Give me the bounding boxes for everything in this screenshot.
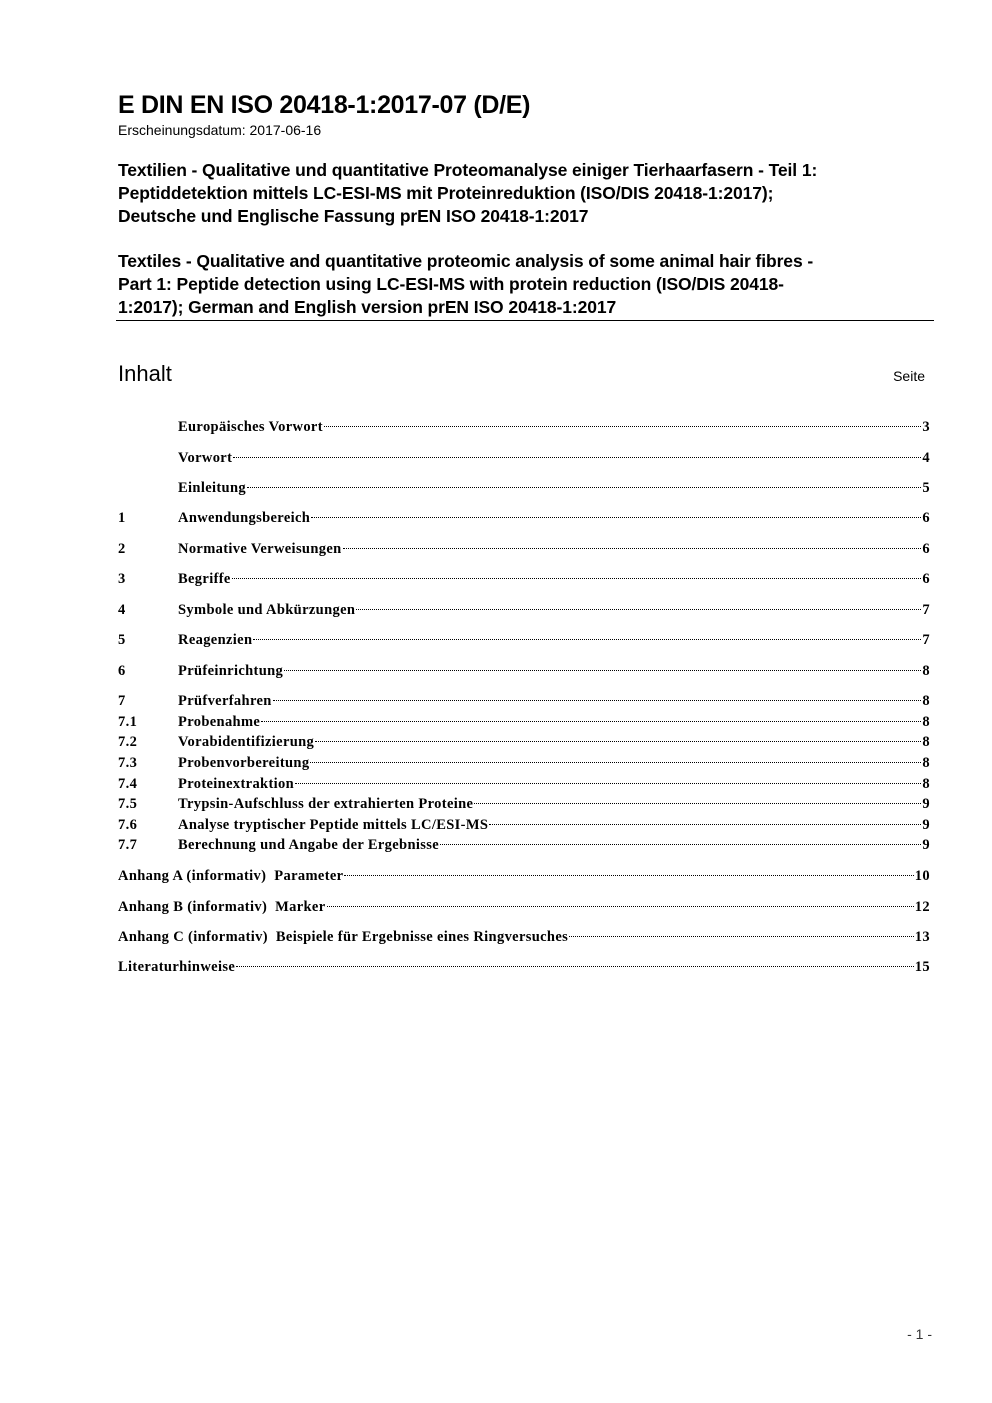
toc-entry[interactable] bbox=[118, 509, 930, 528]
toc-dot-leader bbox=[261, 721, 921, 722]
toc-entry[interactable] bbox=[118, 713, 930, 732]
toc-entry[interactable] bbox=[118, 775, 930, 794]
toc-entry[interactable] bbox=[118, 479, 930, 498]
toc-entry[interactable] bbox=[118, 570, 930, 589]
toc-entry[interactable] bbox=[118, 867, 930, 886]
toc-entry-title: Probenvorbereitung bbox=[178, 755, 310, 771]
toc-dot-leader bbox=[247, 487, 921, 488]
toc-entry-number: 1 bbox=[118, 510, 126, 526]
toc-entry-page: 8 bbox=[922, 734, 930, 750]
toc-dot-leader bbox=[344, 875, 913, 876]
title-german-line: Peptiddetektion mittels LC-ESI-MS mit Proteinreduktion (ISO/DIS 20418-1:2017); bbox=[118, 183, 774, 203]
title-german-line: Textilien - Qualitative und quantitative Proteomanalyse einiger Tierhaarfasern - Teil 1: bbox=[118, 160, 818, 180]
toc-dot-leader bbox=[569, 936, 914, 937]
toc-entry[interactable] bbox=[118, 418, 930, 437]
toc-entry-title: Normative Verweisungen bbox=[178, 541, 342, 557]
toc-dot-leader bbox=[233, 457, 921, 458]
toc-entry-title: Europäisches Vorwort bbox=[178, 419, 323, 435]
toc-entry-title: Einleitung bbox=[178, 480, 246, 496]
title-english bbox=[118, 250, 938, 319]
toc-entry-title: Vorwort bbox=[178, 450, 233, 466]
title-german bbox=[118, 159, 938, 228]
toc-entry-number: 7.7 bbox=[118, 837, 138, 853]
toc-dot-leader bbox=[311, 517, 921, 518]
toc-entry-page: 5 bbox=[922, 480, 930, 496]
toc-entry-number: 7.6 bbox=[118, 817, 138, 833]
toc-entry-title: Vorabidentifizierung bbox=[178, 734, 315, 750]
toc-dot-leader bbox=[232, 578, 922, 579]
toc-entry-page: 6 bbox=[922, 541, 930, 557]
toc-entry-number: 7.5 bbox=[118, 796, 138, 812]
document-id: E DIN EN ISO 20418-1:2017-07 (D/E) bbox=[118, 91, 531, 119]
toc-entry-page: 8 bbox=[922, 693, 930, 709]
title-divider bbox=[116, 320, 934, 321]
toc-dot-leader bbox=[327, 906, 914, 907]
toc-entry-title: Proteinextraktion bbox=[178, 776, 295, 792]
toc-entry-title: Anhang C (informativ) Beispiele für Ergebnisse eines Ringversuches bbox=[118, 929, 569, 945]
toc-entry-number: 7.4 bbox=[118, 776, 138, 792]
toc-entry-number: 3 bbox=[118, 571, 126, 587]
toc-entry-title: Anhang B (informativ) Marker bbox=[118, 899, 326, 915]
toc-entry[interactable] bbox=[118, 898, 930, 917]
title-english-line: Textiles - Qualitative and quantitative proteomic analysis of some animal hair fibres - bbox=[118, 251, 814, 271]
toc-entry[interactable] bbox=[118, 754, 930, 773]
toc-entry-number: 6 bbox=[118, 663, 126, 679]
toc-entry-page: 6 bbox=[922, 571, 930, 587]
toc-dot-leader bbox=[324, 426, 921, 427]
toc-entry-title: Literaturhinweise bbox=[118, 959, 236, 975]
toc-entry-page: 8 bbox=[922, 776, 930, 792]
toc-entry-number: 4 bbox=[118, 602, 126, 618]
title-english-line: 1:2017); German and English version prEN ISO 20418-1:2017 bbox=[118, 297, 617, 317]
toc-entry-page: 9 bbox=[922, 837, 930, 853]
toc-dot-leader bbox=[236, 966, 914, 967]
toc-entry-number: 7 bbox=[118, 693, 126, 709]
toc-entry-page: 8 bbox=[922, 755, 930, 771]
toc-dot-leader bbox=[284, 670, 921, 671]
toc-page-column-label: Seite bbox=[893, 368, 925, 384]
toc-entry-title: Trypsin-Aufschluss der extrahierten Proteine bbox=[178, 796, 474, 812]
toc-entry-page: 9 bbox=[922, 817, 930, 833]
toc-entry-title: Reagenzien bbox=[178, 632, 253, 648]
toc-entry-title: Begriffe bbox=[178, 571, 231, 587]
toc-entry-number: 5 bbox=[118, 632, 126, 648]
toc-entry[interactable] bbox=[118, 631, 930, 650]
toc-entry-page: 6 bbox=[922, 510, 930, 526]
toc-entry[interactable] bbox=[118, 816, 930, 835]
toc-entry-page: 7 bbox=[922, 632, 930, 648]
toc-entry[interactable] bbox=[118, 449, 930, 468]
toc-entry-title: Prüfverfahren bbox=[178, 693, 272, 709]
toc-entry-number: 7.1 bbox=[118, 714, 138, 730]
toc-entry-page: 4 bbox=[922, 450, 930, 466]
publication-date: Erscheinungsdatum: 2017-06-16 bbox=[118, 122, 322, 138]
toc-entry-title: Prüfeinrichtung bbox=[178, 663, 284, 679]
toc-dot-leader bbox=[489, 824, 921, 825]
toc-entry-page: 9 bbox=[922, 796, 930, 812]
toc-entry[interactable] bbox=[118, 540, 930, 559]
toc-dot-leader bbox=[356, 609, 921, 610]
toc-entry[interactable] bbox=[118, 836, 930, 855]
toc-entry-page: 3 bbox=[922, 419, 930, 435]
toc-entry-page: 15 bbox=[914, 959, 930, 975]
toc-entry-page: 7 bbox=[922, 602, 930, 618]
toc-dot-leader bbox=[440, 844, 921, 845]
toc-entry[interactable] bbox=[118, 795, 930, 814]
toc-entry-page: 13 bbox=[914, 929, 930, 945]
toc-entry-page: 8 bbox=[922, 663, 930, 679]
toc-entry[interactable] bbox=[118, 733, 930, 752]
toc-entry[interactable] bbox=[118, 601, 930, 620]
toc-entry-number: 2 bbox=[118, 541, 126, 557]
toc-entry-page: 10 bbox=[914, 868, 930, 884]
toc-dot-leader bbox=[343, 548, 922, 549]
toc-entry[interactable] bbox=[118, 662, 930, 681]
toc-dot-leader bbox=[315, 741, 921, 742]
toc-entry-title: Anwendungsbereich bbox=[178, 510, 311, 526]
toc-entry-number: 7.3 bbox=[118, 755, 138, 771]
title-english-line: Part 1: Peptide detection using LC-ESI-MS with protein reduction (ISO/DIS 20418- bbox=[118, 274, 784, 294]
toc-entry-number: 7.2 bbox=[118, 734, 138, 750]
page-number: - 1 - bbox=[907, 1326, 932, 1342]
toc-heading: Inhalt bbox=[118, 361, 172, 386]
toc-entry-title: Anhang A (informativ) Parameter bbox=[118, 868, 344, 884]
title-german-line: Deutsche und Englische Fassung prEN ISO 20418-1:2017 bbox=[118, 206, 589, 226]
toc-entry[interactable] bbox=[118, 928, 930, 947]
toc-dot-leader bbox=[253, 639, 921, 640]
toc-entry-page: 12 bbox=[914, 899, 930, 915]
toc-entry-title: Symbole und Abkürzungen bbox=[178, 602, 356, 618]
toc-entry-page: 8 bbox=[922, 714, 930, 730]
toc-dot-leader bbox=[474, 803, 921, 804]
toc-entry[interactable] bbox=[118, 958, 930, 977]
toc-entry[interactable] bbox=[118, 692, 930, 711]
toc-entry-title: Analyse tryptischer Peptide mittels LC/ESI-MS bbox=[178, 817, 489, 833]
toc-dot-leader bbox=[310, 762, 921, 763]
toc-dot-leader bbox=[273, 700, 922, 701]
toc-dot-leader bbox=[295, 783, 921, 784]
toc-entry-title: Berechnung und Angabe der Ergebnisse bbox=[178, 837, 440, 853]
toc-entry-title: Probenahme bbox=[178, 714, 261, 730]
